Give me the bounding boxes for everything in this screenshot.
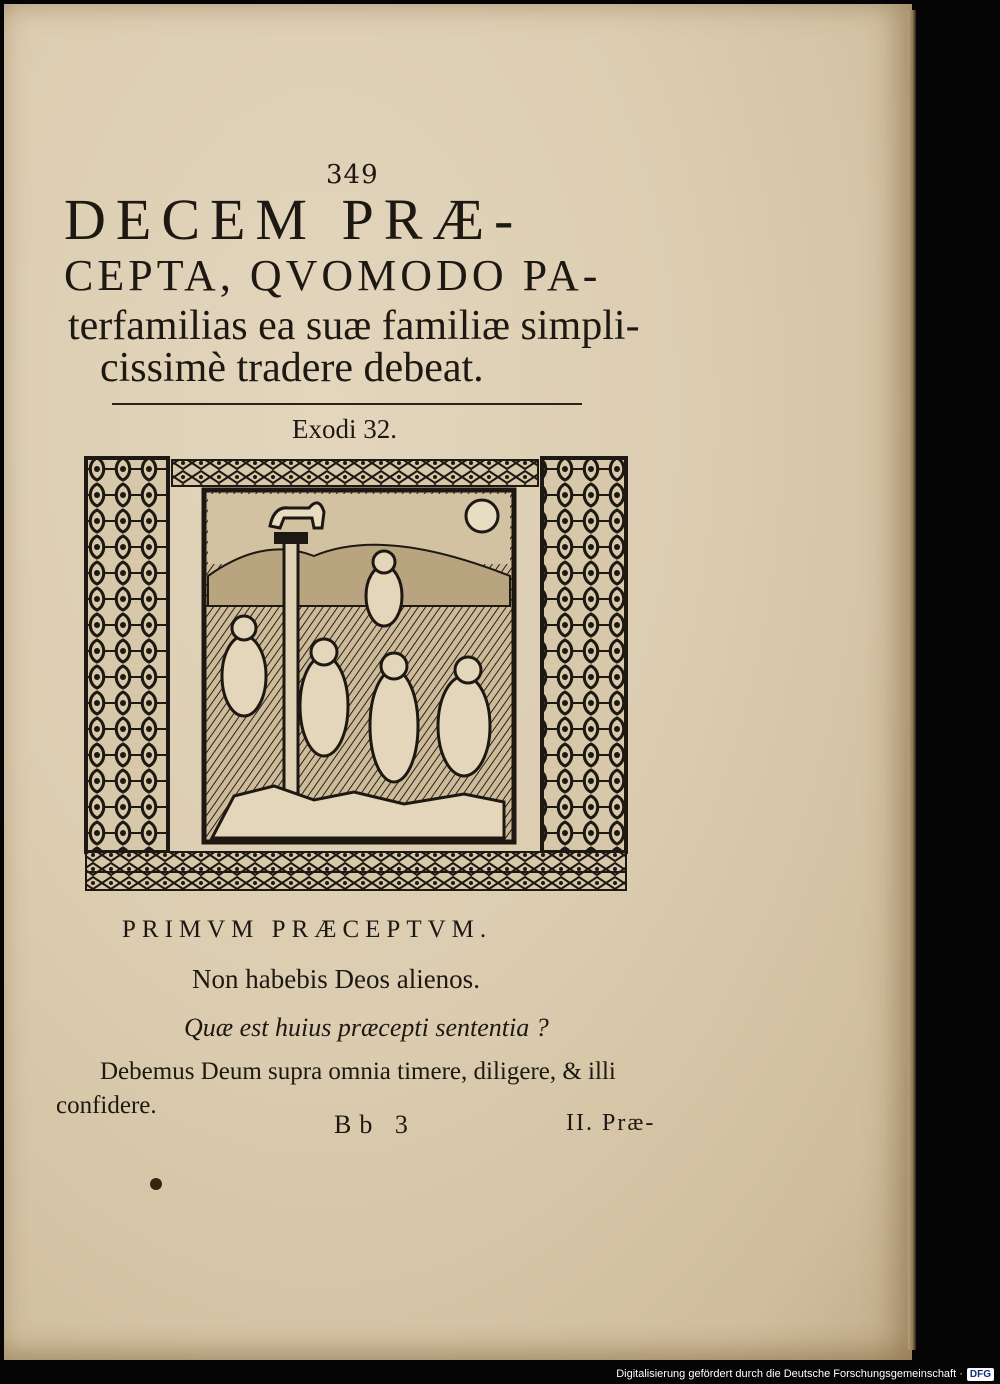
page-edge xyxy=(908,10,916,1350)
dfg-logo-icon: DFG xyxy=(967,1368,994,1381)
title-line-2: CEPTA, QVOMODO PA- xyxy=(64,251,602,300)
answer-line-1: Debemus Deum supra omnia timere, diligere, & illi xyxy=(100,1058,616,1085)
title-line-4: cissimè tradere debeat. xyxy=(100,345,484,391)
title-line-3: terfamilias ea suæ familiæ simpli- xyxy=(68,303,640,349)
scripture-reference: Exodi 32. xyxy=(292,414,397,444)
title-line-1: DECEM PRÆ- xyxy=(64,187,524,252)
folio-number: 349 xyxy=(326,160,379,190)
precept-heading: PRIMVM PRÆCEPTVM. xyxy=(122,916,493,943)
answer-line-2: confidere. xyxy=(56,1092,157,1119)
commandment-text: Non habebis Deos alienos. xyxy=(192,964,480,994)
question-text: Quæ est huius præcepti sententia ? xyxy=(184,1013,549,1042)
credit-text: Digitalisierung gefördert durch die Deutsche Forschungsgemeinschaft · xyxy=(616,1368,963,1380)
funding-credit xyxy=(616,1366,994,1382)
ink-spot xyxy=(150,1178,162,1190)
woodcut-illustration xyxy=(84,456,630,894)
catchword: II. Præ- xyxy=(566,1110,656,1136)
title-rule xyxy=(112,403,582,405)
signature-mark: Bb 3 xyxy=(334,1110,416,1139)
